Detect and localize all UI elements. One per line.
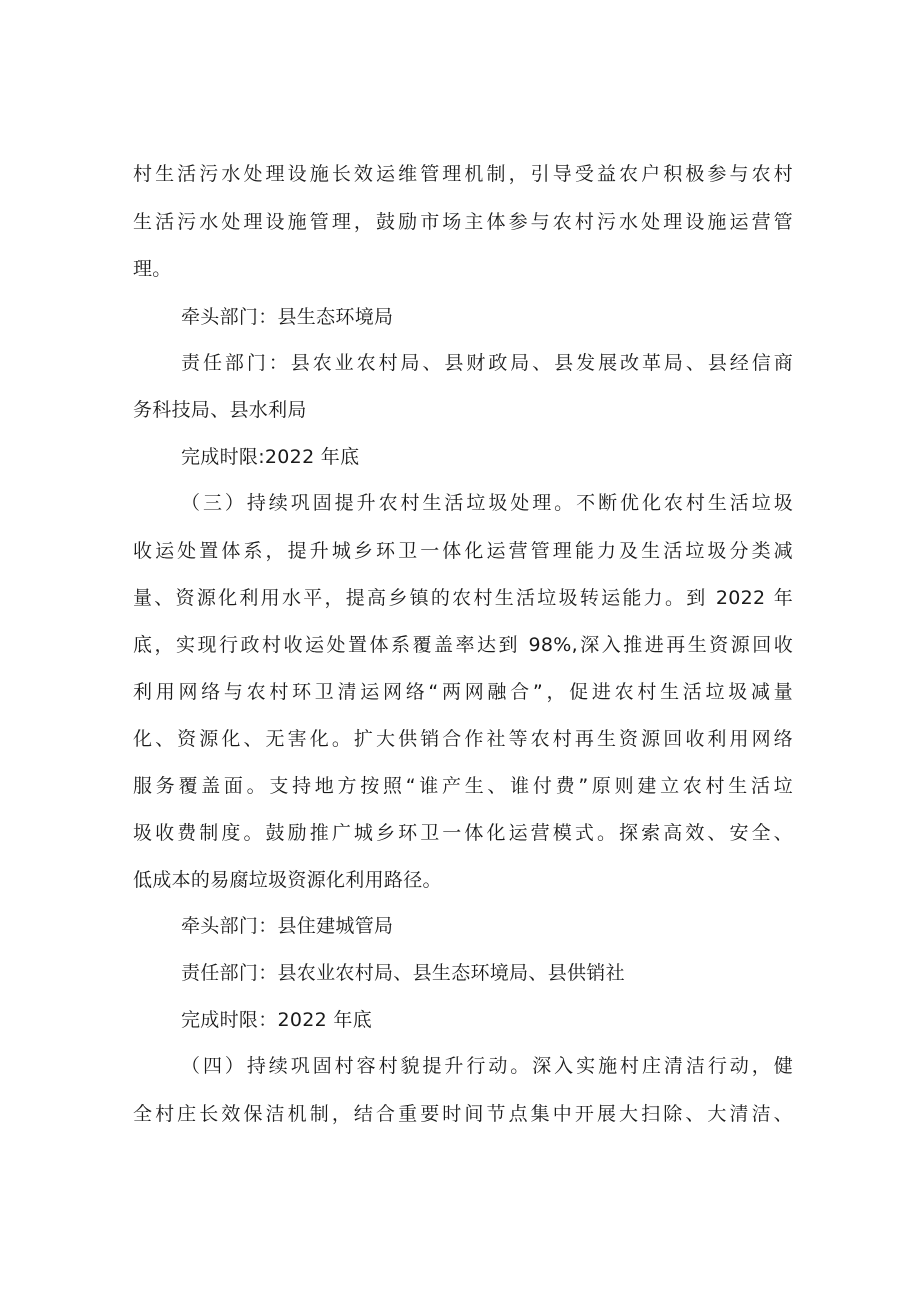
section-heading: （四）持续巩固村容村貌提升行动。深入实施村庄清洁行动，健	[181, 1055, 793, 1077]
deadline: 完成时限：2022 年底	[181, 1009, 372, 1031]
text-line: 底，实现行政村收运处置体系覆盖率达到 98%,深入推进再生资源回收	[133, 634, 793, 656]
text-line: 理。	[133, 258, 172, 280]
lead-department: 牵头部门：县生态环境局	[181, 306, 394, 328]
lead-department: 牵头部门：县住建城管局	[181, 915, 394, 937]
responsible-departments: 责任部门：县农业农村局、县财政局、县发展改革局、县经信商	[181, 352, 793, 374]
responsible-departments: 责任部门：县农业农村局、县生态环境局、县供销社	[181, 962, 625, 984]
text-line: 圾收费制度。鼓励推广城乡环卫一体化运营模式。探索高效、安全、	[133, 822, 793, 844]
text-line: 服务覆盖面。支持地方按照“谁产生、谁付费”原则建立农村生活垃	[133, 775, 793, 797]
text-line: 全村庄长效保洁机制，结合重要时间节点集中开展大扫除、大清洁、	[133, 1103, 793, 1125]
text-line: 生活污水处理设施管理，鼓励市场主体参与农村污水处理设施运营管	[133, 211, 793, 233]
text-line: 务科技局、县水利局	[133, 399, 307, 421]
text-line: 收运处置体系，提升城乡环卫一体化运营管理能力及生活垃圾分类减	[133, 540, 793, 562]
text-line: 低成本的易腐垃圾资源化利用路径。	[133, 869, 442, 891]
text-line: 利用网络与农村环卫清运网络“两网融合”，促进农村生活垃圾减量	[133, 681, 793, 703]
text-line: 化、资源化、无害化。扩大供销合作社等农村再生资源回收利用网络	[133, 728, 793, 750]
text-line: 村生活污水处理设施长效运维管理机制，引导受益农户积极参与农村	[133, 163, 793, 185]
deadline: 完成时限:2022 年底	[181, 446, 360, 468]
text-line: 量、资源化利用水平，提高乡镇的农村生活垃圾转运能力。到 2022 年	[133, 587, 793, 609]
section-heading: （三）持续巩固提升农村生活垃圾处理。不断优化农村生活垃圾	[181, 492, 793, 514]
